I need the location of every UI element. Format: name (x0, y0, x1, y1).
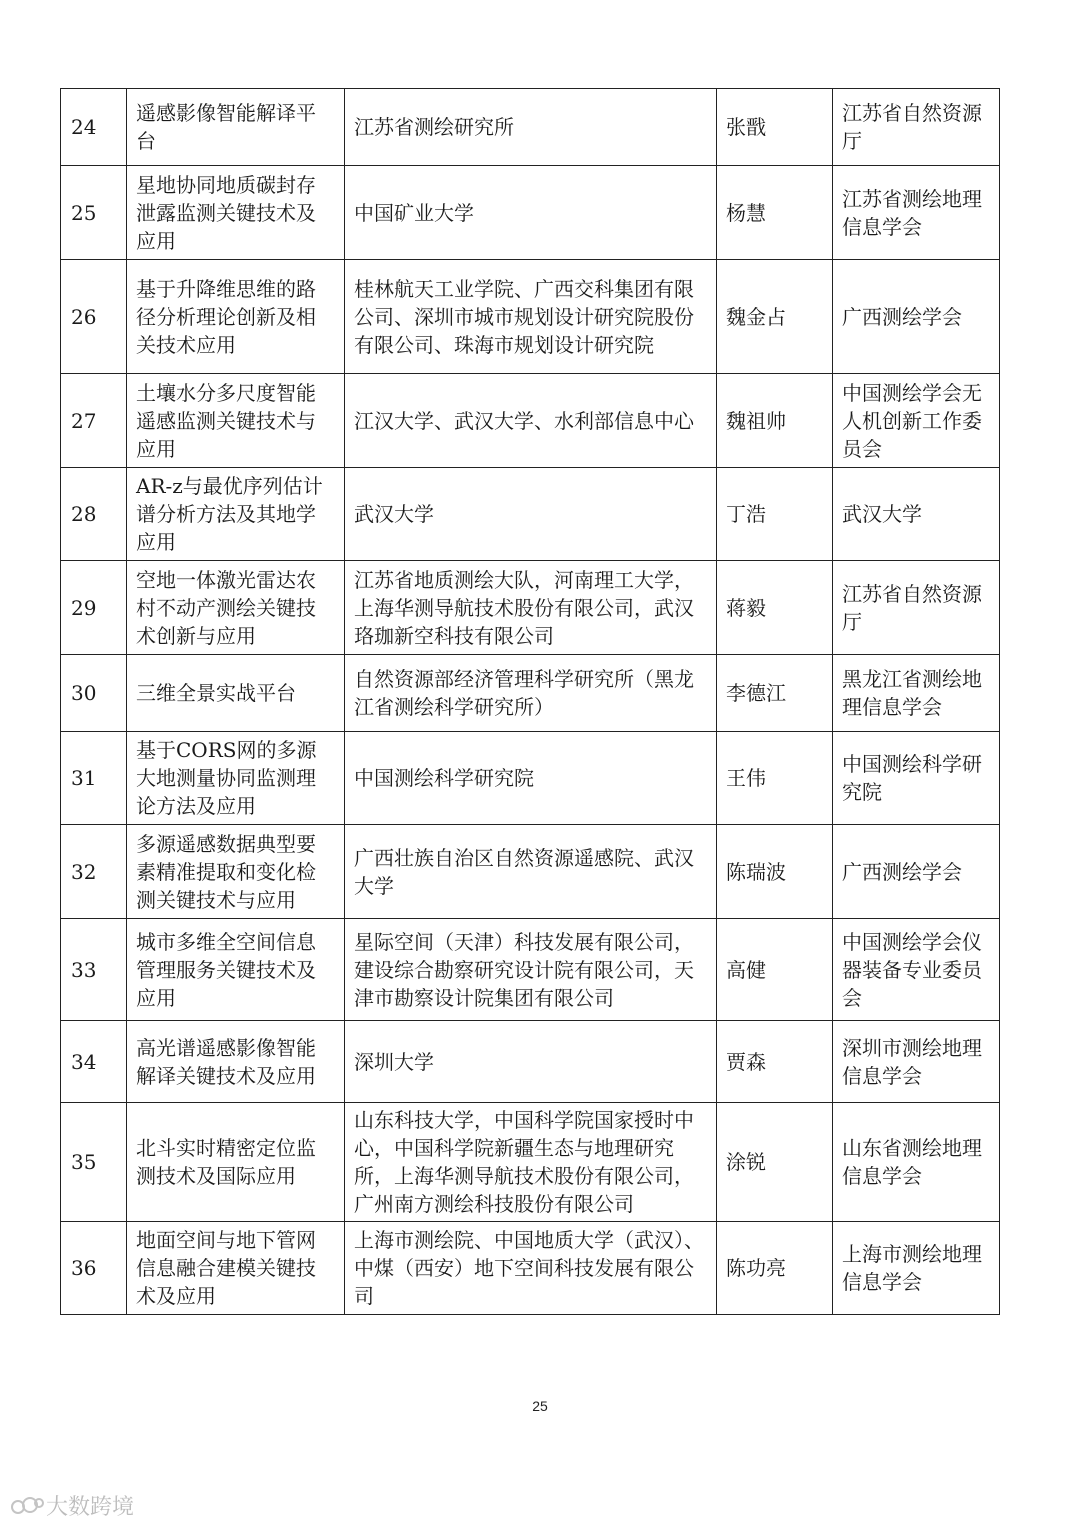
project-name: 北斗实时精密定位监测技术及国际应用 (127, 1103, 345, 1222)
table-row (61, 374, 1000, 468)
row-number: 24 (61, 89, 127, 166)
row-number: 34 (61, 1021, 127, 1103)
recommender: 中国测绘学会无人机创新工作委员会 (833, 374, 1000, 468)
person: 王伟 (717, 732, 833, 825)
organization: 山东科技大学，中国科学院国家授时中心，中国科学院新疆生态与地理研究所，上海华测导航技术股份有限公司，广州南方测绘科技股份有限公司 (345, 1103, 717, 1222)
watermark-text: 大数跨境 (46, 1495, 135, 1520)
person: 李德江 (717, 655, 833, 732)
watermark-logo-icon (10, 1495, 44, 1517)
recommender: 江苏省自然资源厅 (833, 89, 1000, 166)
project-name: AR-z与最优序列估计谱分析方法及其地学应用 (127, 468, 345, 561)
organization: 中国矿业大学 (345, 166, 717, 260)
person: 贾森 (717, 1021, 833, 1103)
table-row (61, 919, 1000, 1021)
row-number: 32 (61, 825, 127, 919)
organization: 广西壮族自治区自然资源遥感院、武汉大学 (345, 825, 717, 919)
project-name: 土壤水分多尺度智能遥感监测关键技术与应用 (127, 374, 345, 468)
organization: 上海市测绘院、中国地质大学（武汉）、中煤（西安）地下空间科技发展有限公司 (345, 1222, 717, 1315)
recommender: 广西测绘学会 (833, 825, 1000, 919)
recommender: 武汉大学 (833, 468, 1000, 561)
person: 涂锐 (717, 1103, 833, 1222)
person: 张戬 (717, 89, 833, 166)
recommender: 中国测绘科学研究院 (833, 732, 1000, 825)
project-name: 高光谱遥感影像智能解译关键技术及应用 (127, 1021, 345, 1103)
row-number: 30 (61, 655, 127, 732)
row-number: 28 (61, 468, 127, 561)
table-row (61, 825, 1000, 919)
recommender: 黑龙江省测绘地理信息学会 (833, 655, 1000, 732)
row-number: 29 (61, 561, 127, 655)
projects-table-body (61, 89, 1000, 1315)
row-number: 27 (61, 374, 127, 468)
recommender: 山东省测绘地理信息学会 (833, 1103, 1000, 1222)
row-number: 26 (61, 260, 127, 374)
organization: 星际空间（天津）科技发展有限公司，建设综合勘察研究设计院有限公司，天津市勘察设计院集团有限公司 (345, 919, 717, 1021)
recommender: 中国测绘学会仪器装备专业委员会 (833, 919, 1000, 1021)
table-row (61, 166, 1000, 260)
recommender: 广西测绘学会 (833, 260, 1000, 374)
table-row (61, 732, 1000, 825)
table-row (61, 1021, 1000, 1103)
table-row (61, 89, 1000, 166)
organization: 武汉大学 (345, 468, 717, 561)
organization: 自然资源部经济管理科学研究所（黑龙江省测绘科学研究所） (345, 655, 717, 732)
organization: 桂林航天工业学院、广西交科集团有限公司、深圳市城市规划设计研究院股份有限公司、珠海市规划设计研究院 (345, 260, 717, 374)
recommender: 深圳市测绘地理信息学会 (833, 1021, 1000, 1103)
project-name: 地面空间与地下管网信息融合建模关键技术及应用 (127, 1222, 345, 1315)
recommender: 江苏省测绘地理信息学会 (833, 166, 1000, 260)
person: 魏祖帅 (717, 374, 833, 468)
row-number: 31 (61, 732, 127, 825)
row-number: 33 (61, 919, 127, 1021)
person: 魏金占 (717, 260, 833, 374)
table-row (61, 468, 1000, 561)
project-name: 基于CORS网的多源大地测量协同监测理论方法及应用 (127, 732, 345, 825)
row-number: 25 (61, 166, 127, 260)
project-name: 遥感影像智能解译平台 (127, 89, 345, 166)
recommender: 上海市测绘地理信息学会 (833, 1222, 1000, 1315)
person: 杨慧 (717, 166, 833, 260)
organization: 深圳大学 (345, 1021, 717, 1103)
watermark (10, 1490, 134, 1521)
table-row (61, 561, 1000, 655)
table-row (61, 260, 1000, 374)
row-number: 35 (61, 1103, 127, 1222)
recommender: 江苏省自然资源厅 (833, 561, 1000, 655)
organization: 江苏省地质测绘大队，河南理工大学，上海华测导航技术股份有限公司，武汉珞珈新空科技有限公司 (345, 561, 717, 655)
organization: 江汉大学、武汉大学、水利部信息中心 (345, 374, 717, 468)
project-name: 多源遥感数据典型要素精准提取和变化检测关键技术与应用 (127, 825, 345, 919)
organization: 江苏省测绘研究所 (345, 89, 717, 166)
row-number: 36 (61, 1222, 127, 1315)
person: 蒋毅 (717, 561, 833, 655)
page-number: 25 (532, 1398, 548, 1414)
table-row (61, 1222, 1000, 1315)
project-name: 三维全景实战平台 (127, 655, 345, 732)
project-name: 空地一体激光雷达农村不动产测绘关键技术创新与应用 (127, 561, 345, 655)
person: 高健 (717, 919, 833, 1021)
person: 丁浩 (717, 468, 833, 561)
project-name: 基于升降维思维的路径分析理论创新及相关技术应用 (127, 260, 345, 374)
person: 陈功亮 (717, 1222, 833, 1315)
table-row (61, 1103, 1000, 1222)
projects-table (60, 88, 1000, 1315)
table-row (61, 655, 1000, 732)
project-name: 城市多维全空间信息管理服务关键技术及应用 (127, 919, 345, 1021)
project-name: 星地协同地质碳封存泄露监测关键技术及应用 (127, 166, 345, 260)
person: 陈瑞波 (717, 825, 833, 919)
organization: 中国测绘科学研究院 (345, 732, 717, 825)
